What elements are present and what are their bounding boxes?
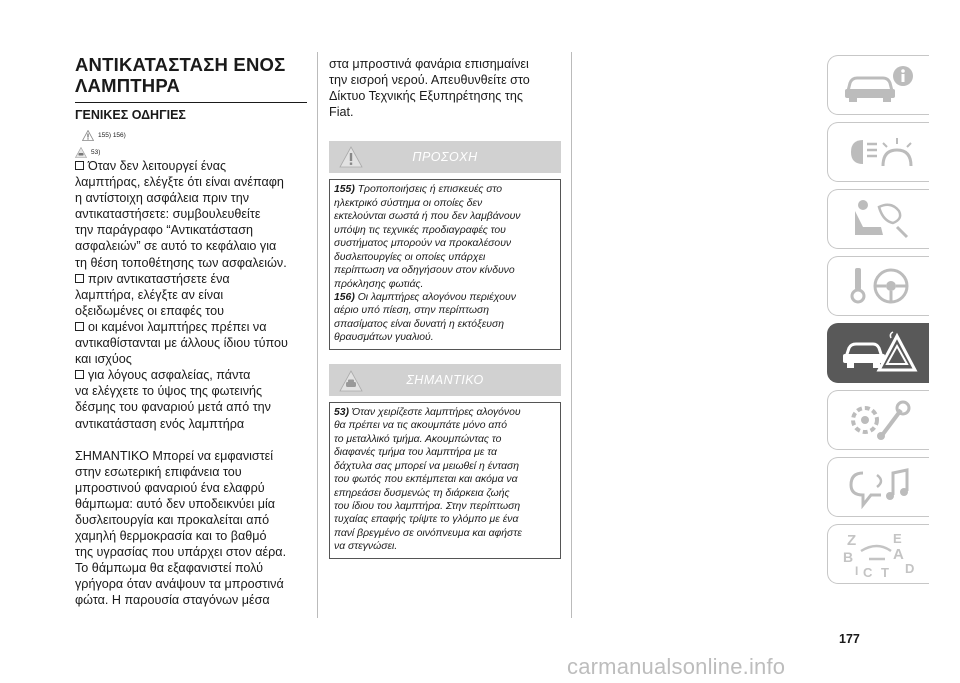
body-text-continued (329, 56, 561, 120)
note-line: ηλεκτρικό σύστημα οι οποίες δεν (334, 197, 483, 209)
note-number: 53) (334, 406, 350, 418)
body-line: δυσλειτουργία και προκαλείται από (75, 512, 270, 527)
note-line: θραυσμάτων γυαλιού. (334, 332, 434, 344)
car-breakdown-warning-icon (839, 330, 919, 376)
chapter-sidebar (827, 55, 929, 591)
note-line: συστήματος μπορούν να προκαλέσουν (334, 238, 512, 250)
alphabetical-index-icon (841, 529, 917, 579)
body-line: οι καμένοι λαμπτήρες πρέπει να (75, 319, 307, 335)
body-line: Fiat. (329, 105, 354, 120)
body-line: τη θέση τοποθέτησης των ασφαλειών. (75, 255, 287, 270)
column-divider (571, 52, 572, 618)
chapter-tab-car-info[interactable] (827, 55, 929, 115)
index-letter: B (842, 549, 853, 565)
note-line: υπόψη τις τεχνικές προδιαγραφές του (334, 224, 506, 236)
watermark: carmanualsonline.info (567, 654, 786, 679)
body-line: μπροστινού φαναριού ένα ελαφρύ (75, 480, 265, 495)
note-line: του φωτός που εκπέμπεται και ακόμα να (334, 474, 518, 486)
index-letter: A (892, 546, 904, 563)
steering-key-icon (841, 264, 917, 308)
car-note-icon (75, 147, 87, 158)
body-line: την παράγραφο “Αντικατάσταση (75, 223, 253, 238)
body-line: της υγρασίας που υπάρχει στον αέρα. (75, 545, 287, 560)
body-line: να ελέγχετε το ύψος της φωτεινής (75, 384, 263, 399)
note-line: πανί βρεγμένο σε οινόπνευμα και αφήστε (334, 527, 522, 539)
body-line: Δίκτυο Τεχνικής Εξυπηρέτησης της (329, 89, 523, 104)
bullet-box-icon (75, 370, 84, 379)
body-line: οξειδωμένες οι επαφές του (75, 303, 224, 318)
note-line: να στεγνώσει. (334, 541, 398, 553)
chapter-tab-dashboard[interactable] (827, 122, 929, 182)
note-line: 53) Όταν χειρίζεστε λαμπτήρες αλογόνου (334, 406, 521, 418)
chapter-tab-maintenance[interactable] (827, 390, 929, 450)
body-line: Όταν δεν λειτουργεί ένας (75, 158, 307, 174)
car-info-icon (841, 63, 917, 107)
body-line: την εισροή νερού. Απευθυνθείτε στο (329, 73, 530, 88)
body-line: αντικατάσταση ενός λαμπτήρα (75, 416, 245, 431)
note-number: 155) (334, 184, 355, 196)
paragraph-gap (75, 432, 307, 448)
note-line: 156) Οι λαμπτήρες αλογόνου περιέχουν (334, 292, 516, 303)
index-letter: Z (846, 532, 856, 549)
chapter-tab-safety[interactable] (827, 189, 929, 249)
column-divider (317, 52, 318, 618)
body-line: αντικαθίστανται με άλλους ίδιου τύπου (75, 336, 288, 351)
body-line: η αντίστοιχη ασφάλεια πριν την (75, 191, 250, 206)
section-title: ΑΝΤΙΚΑΤΑΣΤΑΣΗ ΕΝΟΣ ΛΑΜΠΤΗΡΑ (75, 54, 286, 96)
index-letter: C (862, 565, 872, 579)
chapter-tab-emergency[interactable] (827, 323, 929, 383)
body-line: ασφαλειών” σε αυτό το κεφάλαιο για (75, 239, 277, 254)
title-divider (75, 102, 307, 103)
page-number: 177 (839, 632, 860, 646)
maintenance-tools-icon (841, 398, 917, 442)
note-number: 156) (334, 292, 355, 303)
body-line: Το θάμπωμα θα εξαφανιστεί πολύ (75, 561, 264, 576)
body-line: στα μπροστινά φανάρια επισημαίνει (329, 57, 529, 71)
index-letter: T (880, 565, 889, 579)
body-line: γρήγορα όταν ανάψουν τα μπροστινά (75, 577, 284, 592)
note-line: περίπτωση να οδηγήσουν στον κίνδυνο (334, 265, 515, 277)
body-line: στην εσωτερική επιφάνεια του (75, 464, 242, 479)
body-line: λαμπτήρα, ελέγξτε αν είναι (75, 287, 224, 302)
dashboard-lights-icon (841, 130, 917, 174)
body-line: θάμπωμα: αυτό δεν υποδεικνύει μία (75, 496, 276, 511)
chapter-tab-starting[interactable] (827, 256, 929, 316)
body-line: αντικαταστήσετε: συμβουλευθείτε (75, 207, 261, 222)
note-line: δάχτυλα σας μπορεί να μειωθεί η ένταση (334, 460, 520, 472)
note-refs: 53) (75, 146, 307, 158)
warning-triangle-icon (82, 130, 94, 141)
chapter-tab-index[interactable] (827, 524, 929, 584)
caution-box (329, 179, 561, 349)
bullet-box-icon (75, 161, 84, 170)
body-line: πριν αντικαταστήσετε ένα (75, 271, 307, 287)
body-line: και ισχύος (75, 352, 132, 367)
bullet-box-icon (75, 274, 84, 283)
body-line: δέσμης του φαναριού μετά από την (75, 400, 271, 415)
warning-refs: 155) 156) (75, 129, 307, 141)
important-header: ΣΗΜΑΝΤΙΚΟ (329, 364, 561, 396)
chapter-tab-multimedia[interactable] (827, 457, 929, 517)
caution-header: ΠΡΟΣΟΧΗ (329, 141, 561, 173)
right-column (329, 56, 561, 559)
body-line: ΣΗΜΑΝΤΙΚΟ Μπορεί να εμφανιστεί (75, 448, 274, 463)
body-line: λαμπτήρας, ελέγξτε ότι είναι ανέπαφη (75, 175, 284, 190)
body-line: χαμηλή θερμοκρασία και το βαθμό (75, 529, 267, 544)
note-line: διαφανές τμήμα του λαμπτήρα με τα (334, 447, 497, 459)
note-line: θα πρέπει να τις ακουμπάτε μόνο από (334, 420, 508, 432)
index-letter: I (854, 564, 858, 578)
note-line: τυχαίας επαφής τρίψτε το γλόμπο με ένα (334, 514, 519, 526)
important-box (329, 402, 561, 559)
note-line: επηρεάσει δυσμενώς τη διάρκεια ζωής (334, 487, 510, 499)
note-line: δυσλειτουργίες οι οποίες υπάρχει (334, 251, 486, 263)
multimedia-icon (841, 465, 917, 509)
note-line: σπασίματος είναι δυνατή η εκτόξευση (334, 318, 505, 330)
bullet-box-icon (75, 322, 84, 331)
note-line: το μεταλλικό τμήμα. Ακουμπώντας το (334, 433, 502, 445)
index-letter: E (892, 531, 902, 546)
note-line: αέριο υπό πίεση, στην περίπτωση (334, 305, 490, 317)
index-letter: D (904, 561, 914, 576)
note-line: πρόκλησης φωτιάς. (334, 278, 424, 290)
left-column (75, 54, 307, 609)
note-line: εκτελούνται σωστά ή που δεν λαμβάνουν (334, 211, 521, 223)
seat-airbag-icon (841, 197, 917, 241)
body-line: για λόγους ασφαλείας, πάντα (75, 367, 307, 383)
body-line: φώτα. Η παρουσία σταγόνων μέσα (75, 593, 270, 608)
note-line: 155) Τροποποιήσεις ή επισκευές στο (334, 184, 503, 196)
note-line: του ίδιου του λαμπτήρα. Στην περίπτωση (334, 500, 521, 512)
subsection-title: ΓΕΝΙΚΕΣ ΟΔΗΓΙΕΣ (75, 108, 186, 122)
body-text (75, 158, 307, 609)
